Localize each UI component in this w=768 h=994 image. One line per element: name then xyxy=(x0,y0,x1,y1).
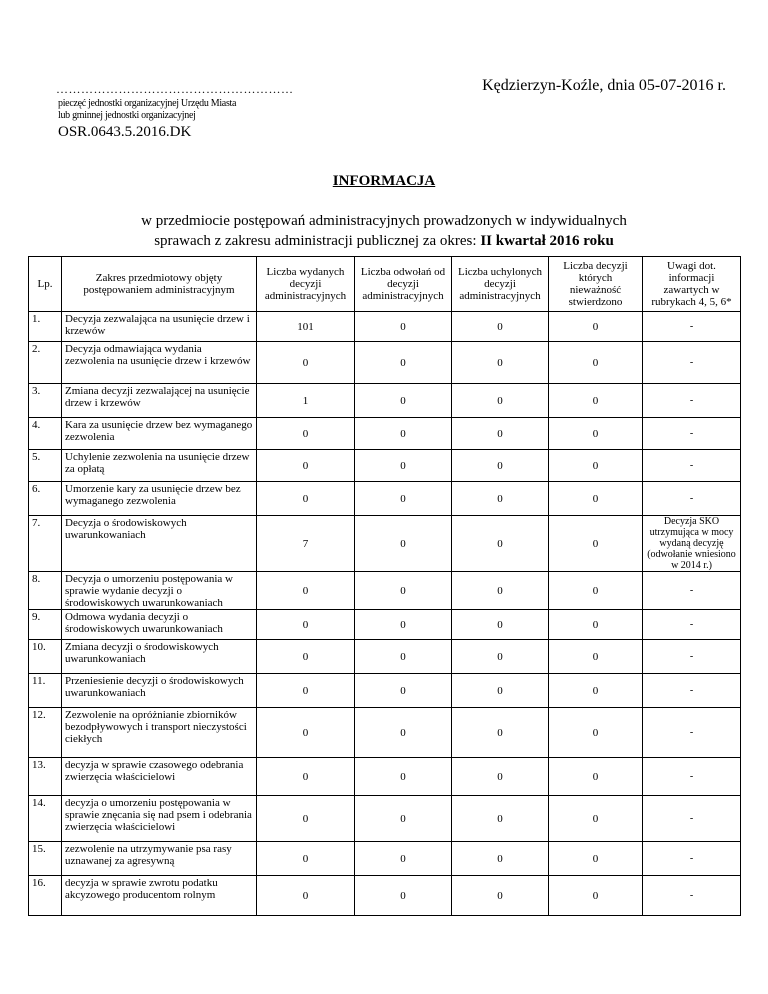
cell-odwolan: 0 xyxy=(355,796,452,842)
table-row xyxy=(29,674,741,708)
table-row xyxy=(29,482,741,516)
cell-wydanych: 0 xyxy=(257,640,355,674)
reporting-period: II kwartał 2016 roku xyxy=(480,233,614,249)
cell-niewaznosc: 0 xyxy=(549,516,643,572)
cell-uchylonych: 0 xyxy=(452,758,549,796)
cell-uchylonych: 0 xyxy=(452,610,549,640)
cell-niewaznosc: 0 xyxy=(549,796,643,842)
cell-wydanych: 0 xyxy=(257,572,355,610)
cell-odwolan: 0 xyxy=(355,708,452,758)
cell-wydanych: 0 xyxy=(257,450,355,482)
stamp-caption-line2: lub gminnej jednostki organizacyjnej xyxy=(58,110,196,121)
cell-wydanych: 1 xyxy=(257,384,355,418)
cell-odwolan: 0 xyxy=(355,876,452,916)
cell-zakres: Zmiana decyzji o środowiskowych uwarunkowaniach xyxy=(62,640,257,674)
subtitle-line2 xyxy=(0,231,768,251)
cell-uchylonych: 0 xyxy=(452,450,549,482)
table-row xyxy=(29,312,741,342)
header-zakres: Zakres przedmiotowy objęty postępowaniem administracyjnym xyxy=(62,257,257,312)
cell-uchylonych: 0 xyxy=(452,516,549,572)
cell-lp: 8. xyxy=(29,572,62,610)
cell-niewaznosc: 0 xyxy=(549,572,643,610)
cell-niewaznosc: 0 xyxy=(549,876,643,916)
cell-lp: 12. xyxy=(29,708,62,758)
cell-uchylonych: 0 xyxy=(452,842,549,876)
cell-wydanych: 0 xyxy=(257,708,355,758)
cell-niewaznosc: 0 xyxy=(549,450,643,482)
table-row xyxy=(29,758,741,796)
cell-niewaznosc: 0 xyxy=(549,674,643,708)
cell-lp: 9. xyxy=(29,610,62,640)
header-lp: Lp. xyxy=(29,257,62,312)
table-row xyxy=(29,342,741,384)
cell-zakres: Decyzja o środowiskowych uwarunkowaniach xyxy=(62,516,257,572)
cell-uwagi: - xyxy=(643,418,741,450)
cell-lp: 6. xyxy=(29,482,62,516)
cell-odwolan: 0 xyxy=(355,384,452,418)
cell-uwagi: - xyxy=(643,342,741,384)
cell-uwagi: - xyxy=(643,384,741,418)
cell-niewaznosc: 0 xyxy=(549,312,643,342)
table-row xyxy=(29,640,741,674)
subtitle-line1: w przedmiocie postępowań administracyjnych prowadzonych w indywidualnych xyxy=(141,213,627,229)
cell-zakres: Uchylenie zezwolenia na usunięcie drzew za opłatą xyxy=(62,450,257,482)
cell-zakres: Zmiana decyzji zezwalającej na usunięcie drzew i krzewów xyxy=(62,384,257,418)
cell-uchylonych: 0 xyxy=(452,708,549,758)
cell-uchylonych: 0 xyxy=(452,342,549,384)
table-row xyxy=(29,708,741,758)
cell-uwagi: - xyxy=(643,640,741,674)
cell-lp: 7. xyxy=(29,516,62,572)
table-row xyxy=(29,384,741,418)
table-row xyxy=(29,876,741,916)
cell-zakres: decyzja w sprawie zwrotu podatku akcyzowego producentom rolnym xyxy=(62,876,257,916)
cell-uchylonych: 0 xyxy=(452,418,549,450)
cell-uchylonych: 0 xyxy=(452,312,549,342)
header-wydanych: Liczba wydanych decyzji administracyjnych xyxy=(257,257,355,312)
cell-wydanych: 0 xyxy=(257,482,355,516)
header-odwolan: Liczba odwołań od decyzji administracyjnych xyxy=(355,257,452,312)
cell-uwagi: - xyxy=(643,758,741,796)
cell-uwagi: - xyxy=(643,610,741,640)
cell-odwolan: 0 xyxy=(355,482,452,516)
cell-wydanych: 0 xyxy=(257,796,355,842)
cell-niewaznosc: 0 xyxy=(549,842,643,876)
cell-uwagi: Decyzja SKO utrzymująca w mocy wydaną decyzję (odwołanie wniesiono w 2014 r.) xyxy=(643,516,741,572)
cell-lp: 4. xyxy=(29,418,62,450)
cell-lp: 2. xyxy=(29,342,62,384)
table-row xyxy=(29,842,741,876)
cell-wydanych: 0 xyxy=(257,758,355,796)
cell-niewaznosc: 0 xyxy=(549,342,643,384)
cell-uwagi: - xyxy=(643,450,741,482)
cell-uchylonych: 0 xyxy=(452,674,549,708)
cell-niewaznosc: 0 xyxy=(549,708,643,758)
cell-uwagi: - xyxy=(643,842,741,876)
cell-uchylonych: 0 xyxy=(452,640,549,674)
cell-uchylonych: 0 xyxy=(452,796,549,842)
cell-niewaznosc: 0 xyxy=(549,482,643,516)
cell-niewaznosc: 0 xyxy=(549,758,643,796)
stamp-caption-line1: pieczęć jednostki organizacyjnej Urzędu Miasta xyxy=(58,98,237,109)
cell-uwagi: - xyxy=(643,312,741,342)
cell-odwolan: 0 xyxy=(355,516,452,572)
reference-number: OSR.0643.5.2016.DK xyxy=(58,124,192,140)
cell-zakres: Decyzja odmawiająca wydania zezwolenia na usunięcie drzew i krzewów xyxy=(62,342,257,384)
cell-zakres: Decyzja o umorzeniu postępowania w sprawie wydanie decyzji o środowiskowych uwarunkowaniach xyxy=(62,572,257,610)
cell-wydanych: 0 xyxy=(257,418,355,450)
table-row xyxy=(29,610,741,640)
cell-lp: 5. xyxy=(29,450,62,482)
cell-odwolan: 0 xyxy=(355,418,452,450)
cell-zakres: Zezwolenie na opróżnianie zbiorników bezodpływowych i transport nieczystości ciekłych xyxy=(62,708,257,758)
table-row xyxy=(29,796,741,842)
decisions-table xyxy=(28,256,741,916)
cell-uchylonych: 0 xyxy=(452,482,549,516)
cell-wydanych: 0 xyxy=(257,674,355,708)
cell-zakres: Przeniesienie decyzji o środowiskowych uwarunkowaniach xyxy=(62,674,257,708)
header-uchylonych: Liczba uchylonych decyzji administracyjnych xyxy=(452,257,549,312)
cell-uwagi: - xyxy=(643,796,741,842)
cell-wydanych: 0 xyxy=(257,610,355,640)
cell-niewaznosc: 0 xyxy=(549,384,643,418)
cell-odwolan: 0 xyxy=(355,842,452,876)
cell-niewaznosc: 0 xyxy=(549,640,643,674)
cell-zakres: Umorzenie kary za usunięcie drzew bez wymaganego zezwolenia xyxy=(62,482,257,516)
cell-zakres: Odmowa wydania decyzji o środowiskowych uwarunkowaniach xyxy=(62,610,257,640)
cell-wydanych: 0 xyxy=(257,342,355,384)
cell-uwagi: - xyxy=(643,876,741,916)
cell-uwagi: - xyxy=(643,674,741,708)
table-row xyxy=(29,572,741,610)
cell-wydanych: 101 xyxy=(257,312,355,342)
header-uwagi: Uwagi dot. informacji zawartych w rubrykach 4, 5, 6* xyxy=(643,257,741,312)
cell-zakres: decyzja w sprawie czasowego odebrania zwierzęcia właścicielowi xyxy=(62,758,257,796)
cell-wydanych: 0 xyxy=(257,842,355,876)
cell-zakres: decyzja o umorzeniu postępowania w sprawie znęcania się nad psem i odebrania zwierzęcia właścicielowi xyxy=(62,796,257,842)
header-niewaznosc: Liczba decyzji których nieważność stwierdzono xyxy=(549,257,643,312)
cell-odwolan: 0 xyxy=(355,610,452,640)
cell-uchylonych: 0 xyxy=(452,572,549,610)
cell-lp: 15. xyxy=(29,842,62,876)
cell-lp: 13. xyxy=(29,758,62,796)
stamp-caption xyxy=(58,98,236,122)
document-title: INFORMACJA xyxy=(332,173,436,189)
cell-zakres: Kara za usunięcie drzew bez wymaganego zezwolenia xyxy=(62,418,257,450)
cell-odwolan: 0 xyxy=(355,342,452,384)
cell-uwagi: - xyxy=(643,482,741,516)
table-row xyxy=(29,450,741,482)
cell-lp: 16. xyxy=(29,876,62,916)
place-and-date: Kędzierzyn-Koźle, dnia 05-07-2016 r. xyxy=(482,77,726,94)
cell-uchylonych: 0 xyxy=(452,384,549,418)
table-row xyxy=(29,516,741,572)
cell-uwagi: - xyxy=(643,708,741,758)
cell-wydanych: 0 xyxy=(257,876,355,916)
cell-odwolan: 0 xyxy=(355,312,452,342)
cell-niewaznosc: 0 xyxy=(549,610,643,640)
cell-odwolan: 0 xyxy=(355,674,452,708)
cell-odwolan: 0 xyxy=(355,758,452,796)
cell-zakres: zezwolenie na utrzymywanie psa rasy uznawanej za agresywną xyxy=(62,842,257,876)
cell-lp: 3. xyxy=(29,384,62,418)
document-subtitle xyxy=(0,211,768,251)
cell-lp: 10. xyxy=(29,640,62,674)
cell-lp: 11. xyxy=(29,674,62,708)
cell-odwolan: 0 xyxy=(355,640,452,674)
subtitle-line2-text: sprawach z zakresu administracji publicznej za okres: xyxy=(154,233,481,249)
cell-zakres: Decyzja zezwalająca na usunięcie drzew i krzewów xyxy=(62,312,257,342)
cell-uchylonych: 0 xyxy=(452,876,549,916)
cell-niewaznosc: 0 xyxy=(549,418,643,450)
cell-uwagi: - xyxy=(643,572,741,610)
table-header-row xyxy=(29,257,741,312)
table-row xyxy=(29,418,741,450)
cell-odwolan: 0 xyxy=(355,572,452,610)
cell-odwolan: 0 xyxy=(355,450,452,482)
cell-lp: 14. xyxy=(29,796,62,842)
cell-lp: 1. xyxy=(29,312,62,342)
signature-dots: ………………………………………………… xyxy=(56,82,294,96)
cell-wydanych: 7 xyxy=(257,516,355,572)
